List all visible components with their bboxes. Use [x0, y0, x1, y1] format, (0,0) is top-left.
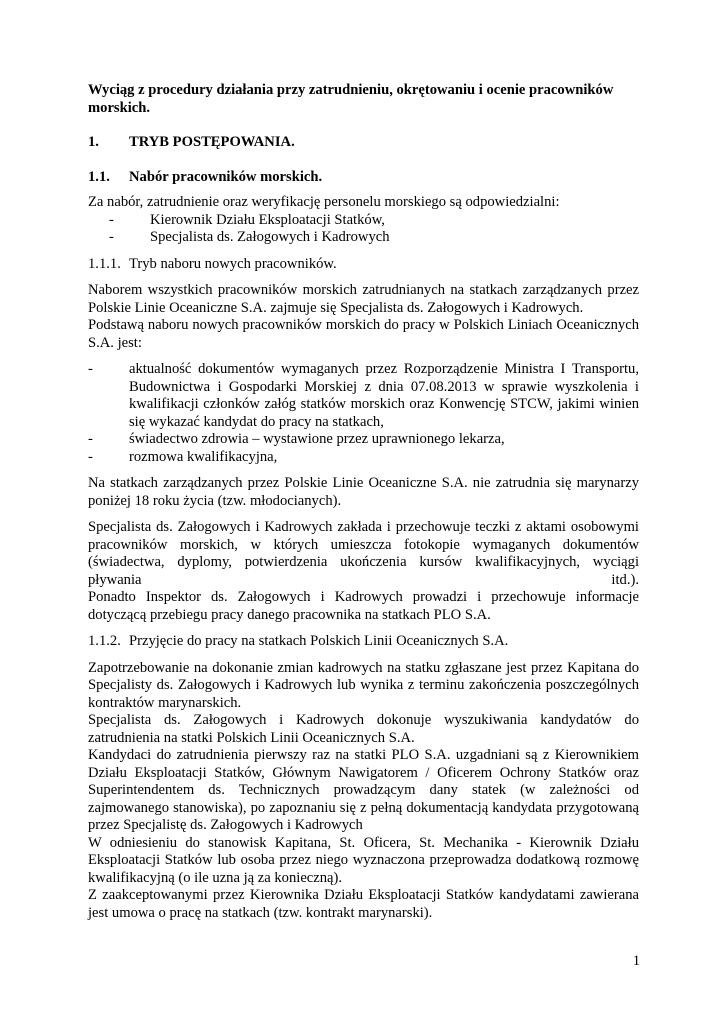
list-marker: -	[109, 211, 114, 228]
search-paragraph: Specjalista ds. Załogowych i Kadrowych dokonuje wyszukiwania kandydatów do zatrudnienia na statki Polskich Linii Oceanicznych S.A.	[88, 712, 639, 746]
section-title: Przyjęcie do pracy na statkach Polskich Linii Oceanicznych S.A.	[129, 633, 509, 649]
section-number: 1.	[88, 134, 99, 150]
list-item	[88, 212, 639, 230]
basis-list	[88, 361, 639, 466]
list-marker: -	[88, 361, 93, 377]
page-number: 1	[632, 953, 640, 969]
section-1-1-heading	[88, 169, 639, 187]
section-1-1-1-heading	[88, 256, 639, 274]
list-marker: -	[88, 431, 93, 447]
document-title: Wyciąg z procedury działania przy zatrudnieniu, okrętowaniu i ocenie pracowników morskich.	[88, 82, 614, 116]
demand-paragraph: Zapotrzebowanie na dokonanie zmian kadrowych na statku zgłaszane jest przez Kapitana do Specjalisty ds. Załogowych i Kadrowych lub wynika z terminu zakończenia poszczególnych kontraktów marynarskich.	[88, 659, 639, 711]
section-title: TRYB POSTĘPOWANIA.	[129, 134, 295, 150]
candidates-paragraph: Kandydaci do zatrudnienia pierwszy raz na statki PLO S.A. uzgadniani są z Kierownikiem Działu Eksploatacji Statków, Głównym Nawigatorem / Oficerem Ochrony Statków oraz Superintendentem ds. Technicznych prowadzącym dany statek (w zależności od zajmowanego stanowiska), po zapoznaniu się z pełną dokumentacją kandydata przygotowaną przez Specjalistę ds. Załogowych i Kadrowych	[88, 747, 639, 833]
document-body	[88, 82, 639, 922]
recruitment-paragraph: Naborem wszystkich pracowników morskich zatrudnianych na statkach zarządzanych przez Polskie Linie Oceaniczne S.A. zajmuje się Specjalista ds. Załogowych i Kadrowych.	[88, 282, 639, 316]
minors-paragraph: Na statkach zarządzanych przez Polskie Linie Oceaniczne S.A. nie zatrudnia się marynarzy poniżej 18 roku życia (tzw. młodocianych).	[88, 475, 639, 509]
contract-paragraph: Z zaakceptowanymi przez Kierownika Działu Eksploatacji Statków kandydatami zawierana jest umowa o pracę na statkach (tzw. kontrakt marynarski).	[88, 887, 639, 921]
list-item-text: aktualność dokumentów wymaganych przez Rozporządzenie Ministra I Transportu, Budownictwa i Gospodarki Morskiej z dnia 07.08.2013 w sprawie wyszkolenia i kwalifikacji członków załóg statków morskich oraz Konwencję STCW, jakimi winien się wykazać kandydat do pracy na statkach,	[129, 361, 639, 430]
list-marker: -	[109, 229, 114, 245]
captain-paragraph: W odniesieniu do stanowisk Kapitana, St. Oficera, St. Mechanika - Kierownik Działu Eksploatacji Statków lub osoba przez niego wyznaczona przeprowadza dodatkową rozmowę kwalifikacyjną (o ile uzna ją za konieczną).	[88, 834, 639, 886]
list-item-text: świadectwo zdrowia – wystawione przez uprawnionego lekarza,	[129, 431, 505, 447]
list-item	[88, 361, 639, 431]
responsible-intro: Za nabór, zatrudnienie oraz weryfikację personelu morskiego są odpowiedzialni:	[88, 194, 560, 210]
section-number: 1.1.1.	[88, 255, 121, 272]
list-item-text: rozmowa kwalifikacyjna,	[129, 448, 278, 465]
list-item	[88, 449, 639, 467]
section-title: Tryb naboru nowych pracowników.	[129, 255, 337, 272]
list-item	[88, 229, 639, 247]
section-title: Nabór pracowników morskich.	[129, 168, 323, 185]
list-item-text: Specjalista ds. Załogowych i Kadrowych	[150, 229, 390, 245]
section-1-1-2-heading	[88, 633, 639, 651]
list-marker: -	[88, 448, 93, 465]
list-item	[88, 431, 639, 449]
responsible-list	[88, 212, 639, 247]
inspector-paragraph: Ponadto Inspektor ds. Załogowych i Kadrowych prowadzi i przechowuje informacje dotyczącą przebiegu pracy danego pracownika na statkach PLO S.A.	[88, 589, 639, 623]
basis-paragraph: Podstawą naboru nowych pracowników morskich do pracy w Polskich Liniach Oceanicznych S.A. jest:	[88, 317, 639, 351]
section-1-heading	[88, 134, 639, 152]
list-item-text: Kierownik Działu Eksploatacji Statków,	[150, 211, 385, 228]
files-paragraph: Specjalista ds. Załogowych i Kadrowych zakłada i przechowuje teczki z aktami osobowymi pracowników morskich, w których umieszcza fotokopie wymaganych dokumentów (świadectwa, dyplomy, potwierdzenia ukończenia kursów kwalifikacyjnych, wyciągi pływania itd.).	[88, 519, 639, 588]
section-number: 1.1.2.	[88, 633, 121, 649]
section-number: 1.1.	[88, 168, 110, 185]
